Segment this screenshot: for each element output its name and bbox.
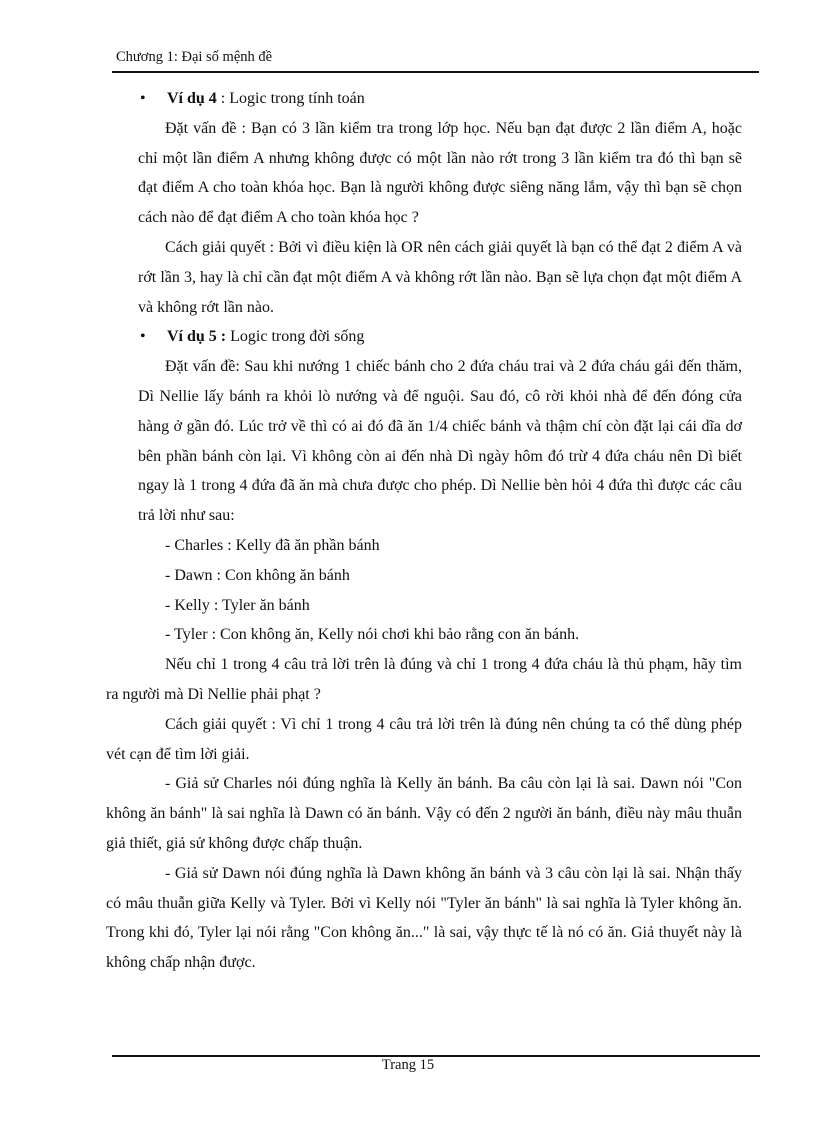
- answer-item: - Dawn : Con không ăn bánh: [165, 566, 350, 584]
- page-body: [106, 84, 742, 978]
- example-4-heading: [138, 84, 742, 114]
- example-5-case-2: - Giả sử Dawn nói đúng nghĩa là Dawn không ăn bánh và 3 câu còn lại là sai. Nhận thấy có mâu thuẫn giữa Kelly và Tyler. Bởi vì Kelly nói "Tyler ăn bánh" là sai nghĩa là Tyler không ăn. Trong khi đó, Tyler lại nói rằng "Con không ăn..." là sai, vậy thực tế là nó có ăn. Giả thuyết này là không chấp nhận được.: [106, 864, 742, 972]
- example-5-case-1: - Giả sử Charles nói đúng nghĩa là Kelly ăn bánh. Ba câu còn lại là sai. Dawn nói "Con không ăn bánh" là sai nghĩa là Dawn có ăn bánh. Vậy có đến 2 người ăn bánh, điều này mâu thuẫn giả thiết, giả sử không được chấp thuận.: [106, 775, 742, 852]
- example-4-problem: Đặt vấn đề : Bạn có 3 lần kiểm tra trong lớp học. Nếu bạn đạt được 2 lần điểm A, hoặc chỉ một lần điểm A nhưng không được có một lần nào rớt trong 3 lần kiểm tra đó thì bạn sẽ đạt điểm A cho toàn khóa học. Bạn là người không được siêng năng lắm, vậy thì bạn sẽ chọn cách nào để đạt điểm A cho toàn khóa học ?: [138, 119, 742, 227]
- example-4-label: Ví dụ 4: [167, 90, 217, 107]
- example-5-solution: Cách giải quyết : Vì chỉ 1 trong 4 câu trả lời trên là đúng nên chúng ta có thể dùng phép vét cạn để tìm lời giải.: [106, 715, 742, 763]
- example-4-solution: Cách giải quyết : Bởi vì điều kiện là OR nên cách giải quyết là bạn có thể đạt 2 điểm A và rớt lần 3, hay là chỉ cần đạt một điểm A và không rớt lần nào. Bạn sẽ lựa chọn đạt một điểm A và không rớt lần nào.: [138, 238, 742, 316]
- chapter-header: Chương 1: Đại số mệnh đề: [116, 49, 273, 65]
- answer-item: - Tyler : Con không ăn, Kelly nói chơi khi bảo rằng con ăn bánh.: [165, 626, 580, 644]
- page-number: Trang 15: [381, 1057, 435, 1073]
- bullet-icon: •: [140, 90, 146, 107]
- example-5-title: Logic trong đời sống: [226, 328, 365, 346]
- answer-item: - Kelly : Tyler ăn bánh: [165, 596, 310, 614]
- answer-item: - Charles : Kelly đã ăn phần bánh: [165, 536, 380, 554]
- bullet-icon: •: [140, 328, 146, 346]
- example-5-problem: Đặt vấn đề: Sau khi nướng 1 chiếc bánh cho 2 đứa cháu trai và 2 đứa cháu gái đến thăm, Dì Nellie lấy bánh ra khỏi lò nướng và để nguội. Sau đó, cô rời khỏi nhà để đến đóng cửa hàng ở gần đó. Lúc trở về thì có ai đó đã ăn 1/4 chiếc bánh và thậm chí còn đặt lại cái dĩa dơ bên phần bánh còn lại. Vì không còn ai đến nhà Dì ngày hôm đó trừ 4 đứa cháu nên Dì biết ngay là 1 trong 4 đứa đã ăn mà chưa được cho phép. Dì Nellie bèn hỏi 4 đứa thì được các câu trả lời như sau:: [138, 358, 742, 525]
- example-4-title: : Logic trong tính toán: [216, 90, 365, 107]
- example-5-heading: [138, 322, 742, 352]
- header-rule: [112, 71, 759, 73]
- example-5-question: Nếu chỉ 1 trong 4 câu trả lời trên là đúng và chỉ 1 trong 4 đứa cháu là thủ phạm, hãy tìm ra người mà Dì Nellie phải phạt ?: [106, 656, 742, 703]
- example-5-label: Ví dụ 5 :: [167, 328, 227, 346]
